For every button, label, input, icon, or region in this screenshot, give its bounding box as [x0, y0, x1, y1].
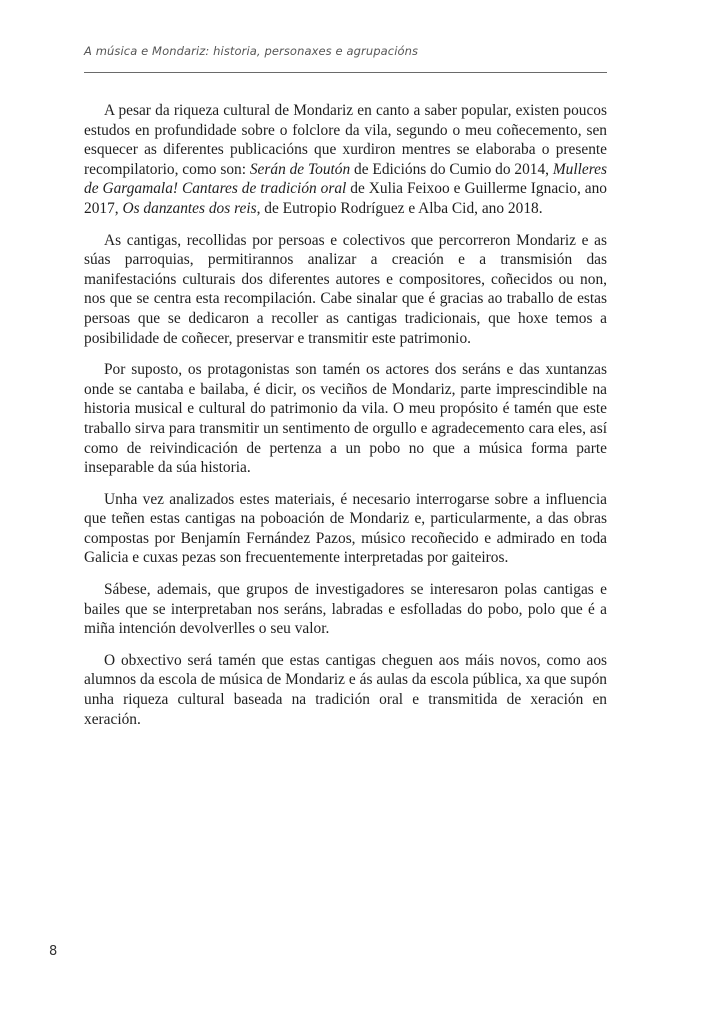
paragraph	[84, 651, 607, 729]
text-run: , de Eutropio Rodríguez e Alba Cid, ano 2018.	[256, 199, 543, 217]
text-run: A pesar da riqueza cultural de Mondariz en canto a saber popular, existen poucos estudos en profundidade sobre o folclore da vila, segundo o meu coñecemento, sen esquecer as diferentes publicacións que xurdiron mentres se elaboraba o presente recompilatorio, como son:	[84, 102, 607, 178]
paragraph	[84, 101, 607, 219]
page-number: 8	[49, 944, 58, 959]
book-title: Mulleres de Gargamala! Cantares de tradición oral	[84, 160, 607, 198]
running-header-title: A música e Mondariz: historia, personaxes e agrupacións	[84, 44, 419, 58]
book-title: Serán de Toutón	[249, 160, 351, 178]
text-run: O obxectivo será tamén que estas cantigas cheguen aos máis novos, como aos alumnos da escola de música de Mondariz e ás aulas da escola pública, xa que supón unha riqueza cultural baseada na tradición oral e transmitida de xeración en xeración.	[84, 651, 607, 728]
paragraph	[84, 360, 607, 478]
paragraph	[84, 490, 607, 568]
header-divider	[84, 72, 607, 73]
text-run: Sábese, ademais, que grupos de investigadores se interesaron polas cantigas e bailes que se interpretaban nos seráns, labradas e esfolladas do pobo, polo que é a miña intención devolverlles o seu valor.	[84, 581, 607, 638]
body-text	[84, 101, 607, 741]
text-run: Por suposto, os protagonistas son tamén os actores dos seráns e das xuntanzas onde se cantaba e bailaba, é dicir, os veciños de Mondariz, parte imprescindible na historia musical e cultural do patrimonio da vila. O meu propósito é tamén que este traballo sirva para transmitir un sentimento de orgullo e agradecemento cara eles, así como de reivindicación de pertenza a un pobo no que a música forma parte inseparable da súa historia.	[84, 361, 607, 477]
text-run: de Edicións do Cumio do 2014,	[350, 160, 553, 178]
paragraph	[84, 580, 607, 639]
paragraph	[84, 231, 607, 349]
text-run: de Xulia Feixoo e Guillerme Ignacio, ano 2017,	[84, 180, 607, 217]
book-title: Os danzantes dos reis	[122, 199, 257, 217]
text-run: Unha vez analizados estes materiais, é necesario interrogarse sobre a influencia que teñen estas cantigas na poboación de Mondariz e, particularmente, a das obras compostas por Benjamín Fernández Pazos, músico recoñecido e admirado en toda Galicia e cuxas pezas son frecuentemente interpretadas por gaiteiros.	[84, 490, 607, 567]
text-run: As cantigas, recollidas por persoas e colectivos que percorreron Mondariz e as súas parroquias, permitirannos analizar a creación e a transmisión das manifestacións culturais dos diferentes autores e compositores, coñecidos ou non, nos que se centra esta recompilación. Cabe sinalar que é gracias ao traballo de estas persoas que se dedicaron a recoller as cantigas tradicionais, que hoxe temos a posibilidade de coñecer, preservar e transmitir este patrimonio.	[84, 231, 607, 347]
